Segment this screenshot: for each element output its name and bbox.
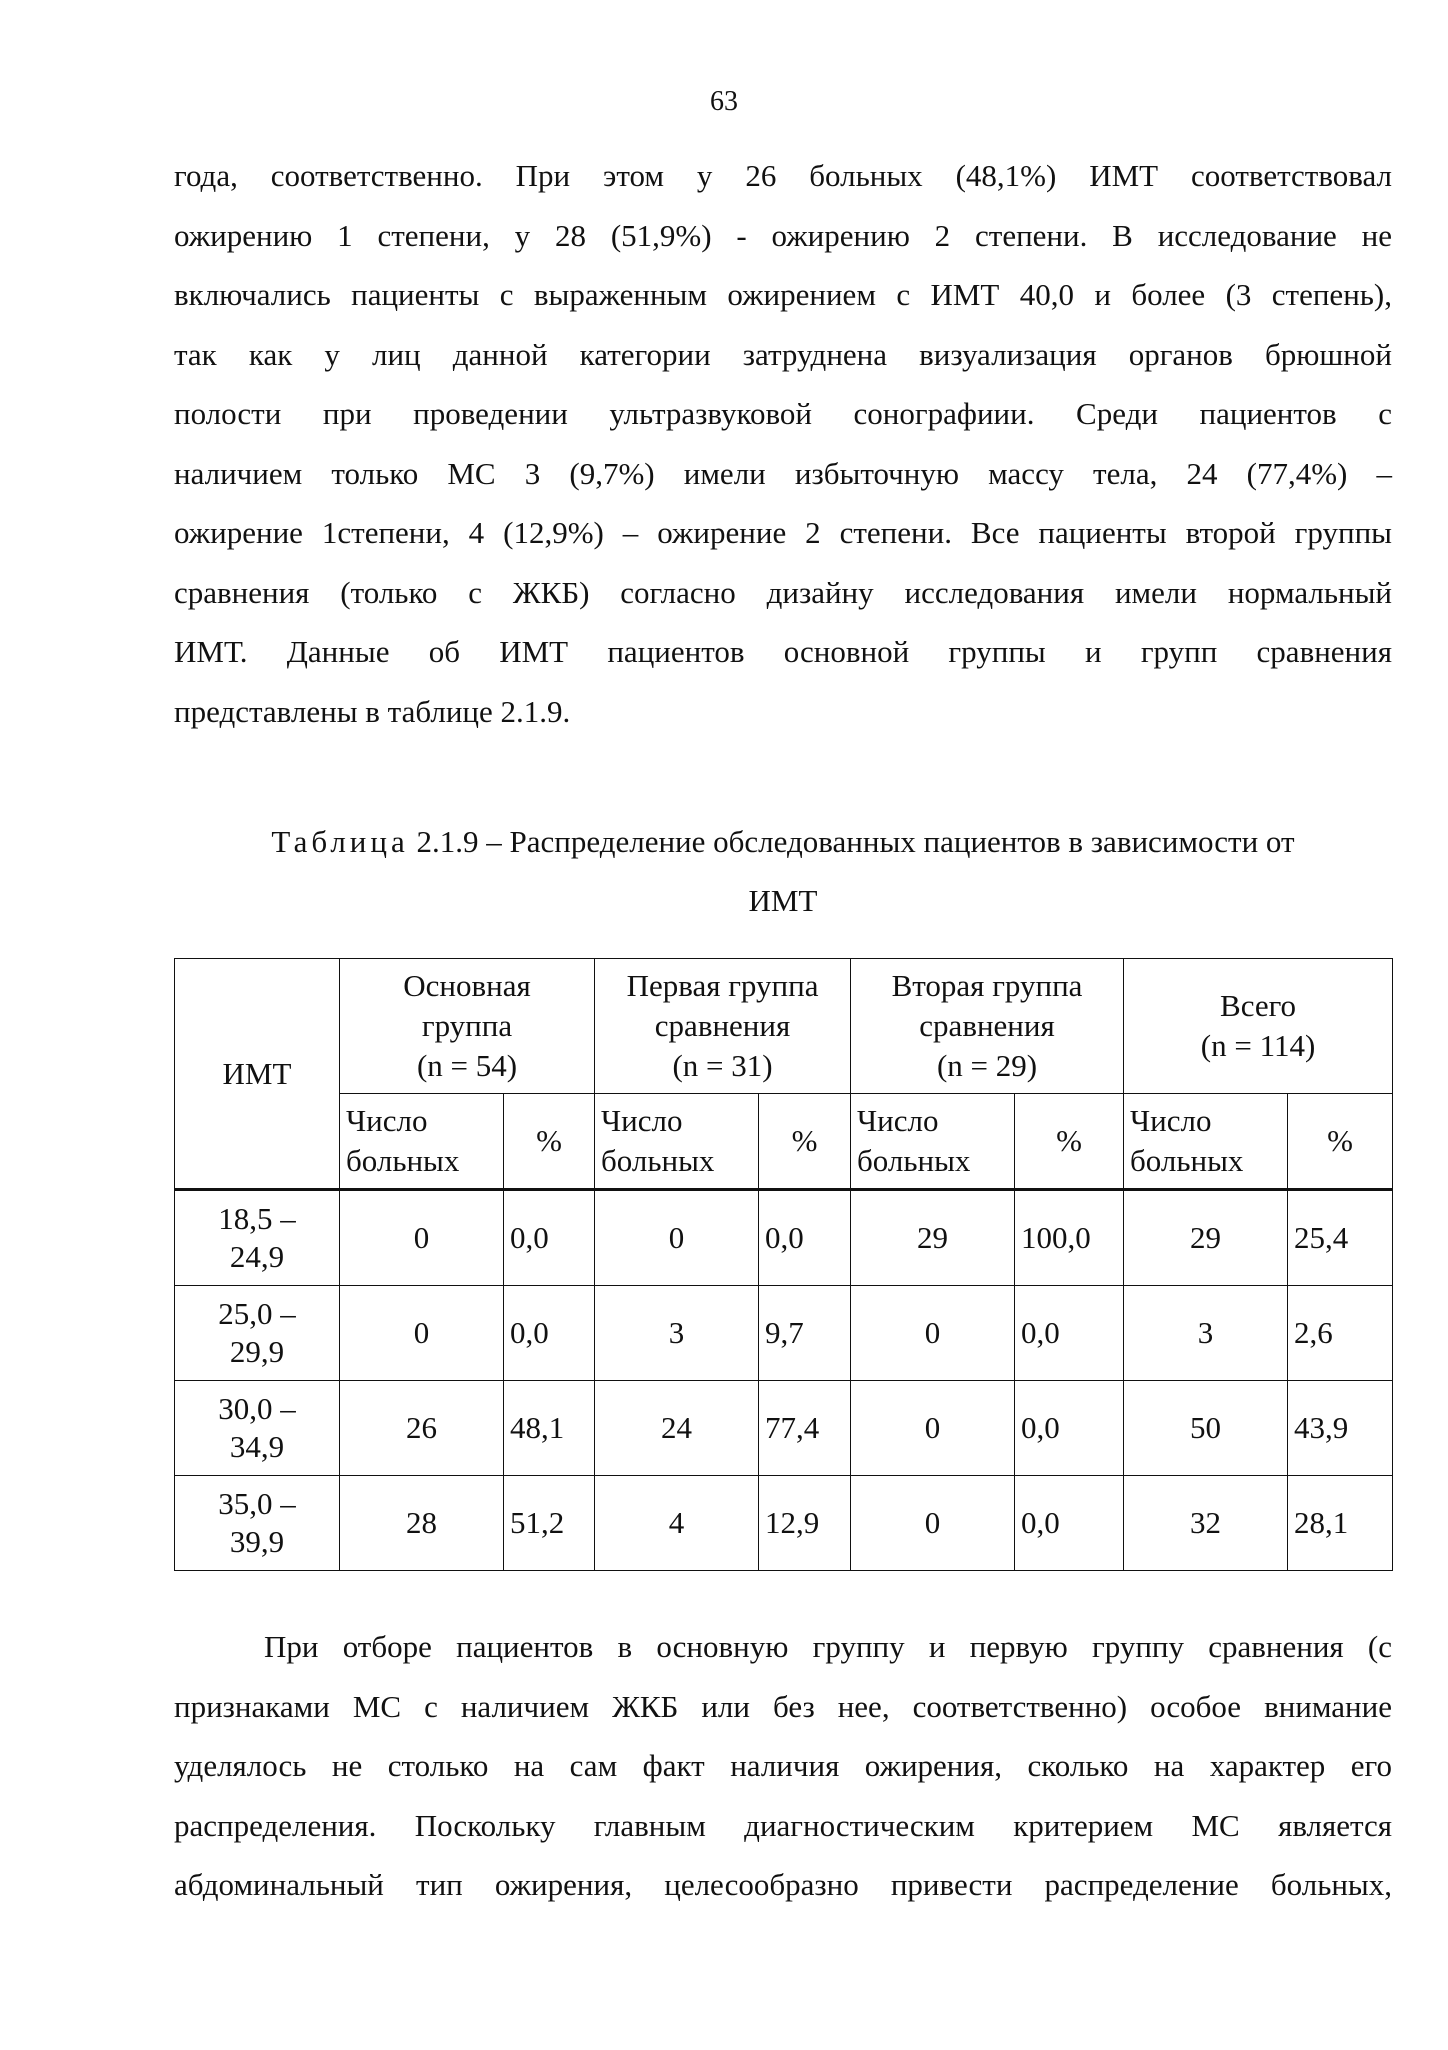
percent-cell: 0,0 — [504, 1190, 595, 1286]
percent-subheader: % — [759, 1094, 851, 1190]
count-cell: 0 — [340, 1190, 504, 1286]
count-cell: 24 — [595, 1381, 759, 1476]
text-line: ИМТ. Данные об ИМТ пациентов основной группы и групп сравнения — [174, 634, 1392, 669]
table-caption-lead: Таблица — [271, 824, 409, 859]
bmi-range-cell — [175, 1476, 340, 1571]
count-cell: 50 — [1124, 1381, 1288, 1476]
bmi-range-text: 34,9 — [229, 1429, 285, 1464]
table-caption-continuation: ИМТ — [748, 883, 818, 918]
percent-cell: 48,1 — [504, 1381, 595, 1476]
group-n: (n = 29) — [936, 1048, 1038, 1083]
group-name: Первая группа — [626, 968, 819, 1003]
bmi-range-text: 39,9 — [229, 1524, 285, 1559]
bmi-range-cell — [175, 1286, 340, 1381]
group-name: сравнения — [919, 1008, 1055, 1043]
group-name: группа — [421, 1008, 513, 1043]
bmi-distribution-table — [174, 958, 1393, 1571]
text-line: ожирению 1 степени, у 28 (51,9%) - ожирению 2 степени. В исследование не — [174, 217, 1392, 253]
percent-cell: 0,0 — [759, 1190, 851, 1286]
group-n: (n = 31) — [672, 1048, 773, 1083]
group-n: (n = 114) — [1200, 1028, 1316, 1063]
text-line: При отборе пациентов в основную группу и первую группу сравнения (с — [264, 1629, 1392, 1664]
subheader-text: Число — [857, 1103, 939, 1138]
group-name: Всего — [1220, 988, 1297, 1023]
percent-cell: 0,0 — [1015, 1381, 1124, 1476]
count-cell: 0 — [851, 1381, 1015, 1476]
count-subheader — [595, 1094, 759, 1190]
text-line: включались пациенты с выраженным ожирением с ИМТ 40,0 и более (3 степень), — [174, 277, 1392, 312]
bmi-range-text: 18,5 – — [218, 1201, 296, 1236]
text-line: распределения. Поскольку главным диагностическим критерием МС является — [174, 1807, 1392, 1843]
count-cell: 4 — [595, 1476, 759, 1571]
count-subheader — [1124, 1094, 1288, 1190]
table-caption — [174, 812, 1392, 871]
paragraph-bmi-description — [174, 146, 1392, 741]
count-cell: 0 — [851, 1476, 1015, 1571]
count-subheader — [851, 1094, 1015, 1190]
group-header-main — [340, 959, 595, 1094]
group-n: (n = 54) — [416, 1048, 518, 1083]
group-name: Основная — [403, 968, 531, 1003]
text-line: абдоминальный тип ожирения, целесообразно привести распределение больных, — [174, 1867, 1392, 1902]
text-line: полости при проведении ультразвуковой сонографиии. Среди пациентов с — [174, 396, 1392, 431]
bmi-range-text: 29,9 — [229, 1334, 285, 1369]
group-header-second-comparison — [851, 959, 1124, 1094]
percent-subheader: % — [1288, 1094, 1393, 1190]
bmi-range-text: 24,9 — [229, 1239, 285, 1274]
text-line: признаками МС с наличием ЖКБ или без нее, соответственно) особое внимание — [174, 1688, 1392, 1724]
table-row — [175, 1476, 1393, 1571]
text-line: ожирение 1степени, 4 (12,9%) – ожирение 2 степени. Все пациенты второй группы — [174, 515, 1392, 550]
table-row — [175, 1190, 1393, 1286]
percent-cell: 25,4 — [1288, 1190, 1393, 1286]
text-line: сравнения (только с ЖКБ) согласно дизайну исследования имели нормальный — [174, 574, 1392, 610]
text-line: представлены в таблице 2.1.9. — [174, 693, 571, 729]
subheader-text: больных — [601, 1143, 715, 1178]
subheader-text: Число — [346, 1103, 428, 1138]
percent-cell: 0,0 — [1015, 1476, 1124, 1571]
text-line: так как у лиц данной категории затруднена визуализация органов брюшной — [174, 336, 1392, 372]
text-line: наличием только МС 3 (9,7%) имели избыточную массу тела, 24 (77,4%) – — [174, 455, 1392, 491]
group-header-first-comparison — [595, 959, 851, 1094]
table-row — [175, 1286, 1393, 1381]
bmi-range-text: 30,0 – — [218, 1391, 296, 1426]
table-caption-text: 2.1.9 – Распределение обследованных пациентов в зависимости от — [408, 824, 1295, 859]
table-subheader-row — [175, 1094, 1393, 1190]
group-name: сравнения — [654, 1008, 791, 1043]
page-number: 63 — [710, 86, 738, 117]
count-cell: 3 — [595, 1286, 759, 1381]
count-cell: 29 — [1124, 1190, 1288, 1286]
percent-cell: 0,0 — [1015, 1286, 1124, 1381]
count-cell: 0 — [340, 1286, 504, 1381]
subheader-text: больных — [346, 1143, 460, 1178]
table-row — [175, 1381, 1393, 1476]
percent-cell: 12,9 — [759, 1476, 851, 1571]
percent-cell: 100,0 — [1015, 1190, 1124, 1286]
subheader-text: Число — [1130, 1103, 1212, 1138]
count-cell: 3 — [1124, 1286, 1288, 1381]
bmi-range-text: 25,0 – — [218, 1296, 296, 1331]
percent-cell: 9,7 — [759, 1286, 851, 1381]
count-cell: 0 — [595, 1190, 759, 1286]
subheader-text: больных — [857, 1143, 971, 1178]
imt-column-header: ИМТ — [175, 959, 340, 1190]
text-line: года, соответственно. При этом у 26 больных (48,1%) ИМТ соответствовал — [174, 158, 1392, 193]
count-cell: 28 — [340, 1476, 504, 1571]
bmi-range-text: 35,0 – — [218, 1486, 296, 1521]
percent-cell: 43,9 — [1288, 1381, 1393, 1476]
percent-cell: 77,4 — [759, 1381, 851, 1476]
paragraph-patient-selection — [174, 1617, 1392, 1915]
bmi-range-cell — [175, 1190, 340, 1286]
percent-cell: 28,1 — [1288, 1476, 1393, 1571]
percent-subheader: % — [504, 1094, 595, 1190]
group-header-total — [1124, 959, 1393, 1094]
bmi-range-cell — [175, 1381, 340, 1476]
percent-cell: 2,6 — [1288, 1286, 1393, 1381]
count-subheader — [340, 1094, 504, 1190]
percent-cell: 51,2 — [504, 1476, 595, 1571]
text-line: уделялось не столько на сам факт наличия ожирения, сколько на характер его — [174, 1748, 1392, 1783]
count-cell: 26 — [340, 1381, 504, 1476]
table-header-row — [175, 959, 1393, 1094]
group-name: Вторая группа — [891, 968, 1083, 1003]
percent-subheader: % — [1015, 1094, 1124, 1190]
count-cell: 0 — [851, 1286, 1015, 1381]
subheader-text: больных — [1130, 1143, 1244, 1178]
percent-cell: 0,0 — [504, 1286, 595, 1381]
subheader-text: Число — [601, 1103, 683, 1138]
count-cell: 32 — [1124, 1476, 1288, 1571]
count-cell: 29 — [851, 1190, 1015, 1286]
